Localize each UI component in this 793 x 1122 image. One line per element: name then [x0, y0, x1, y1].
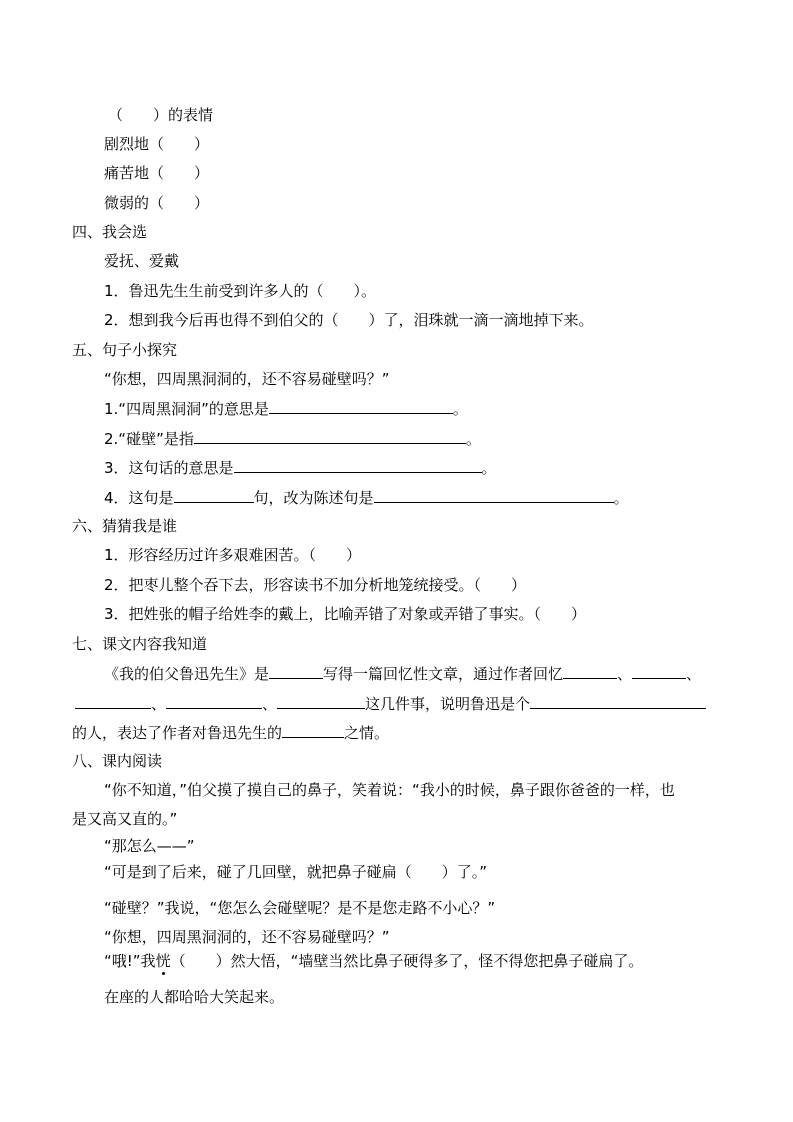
- fill-text: 之情。: [344, 724, 390, 742]
- question-text: 。: [465, 430, 481, 448]
- passage-text: “哦!”我: [104, 952, 156, 970]
- question-text: 4．这句是: [104, 489, 174, 507]
- phrase-line: （ ）的表情: [108, 106, 214, 124]
- answer-blank[interactable]: [632, 663, 686, 679]
- question-text: 3．这句话的意思是: [104, 459, 234, 477]
- question-text: 2.“碰壁”是指: [104, 430, 194, 448]
- question-line: [104, 487, 629, 508]
- passage-line: “你想，四周黑洞洞的，还不容易碰壁吗？”: [104, 928, 390, 946]
- passage-line: [104, 951, 643, 971]
- answer-blank[interactable]: [269, 398, 453, 414]
- section-heading: 六、猜猜我是谁: [72, 517, 178, 535]
- answer-blank[interactable]: [269, 663, 323, 679]
- passage-line: “那怎么——”: [104, 837, 195, 855]
- passage-text: （ ）然大悟，“墙壁当然比鼻子硬得多了，怪不得您把鼻子碰扁了。: [170, 952, 644, 970]
- answer-blank[interactable]: [374, 487, 614, 503]
- passage-line: “碰壁？”我说，“您怎么会碰壁呢？是不是您走路不小心？”: [104, 899, 496, 917]
- answer-blank[interactable]: [174, 487, 254, 503]
- question-text: 。: [613, 489, 629, 507]
- passage-line: “可是到了后来，碰了几回壁，就把鼻子碰扁（ ）了。”: [104, 863, 488, 881]
- answer-blank[interactable]: [194, 428, 466, 444]
- question-line: [104, 428, 481, 449]
- question-text: 句，改为陈述句是: [253, 489, 374, 507]
- answer-blank[interactable]: [282, 722, 344, 738]
- passage-line: 是又高又直的。”: [72, 810, 178, 828]
- fill-text: 这几件事，说明鲁迅是个: [365, 695, 531, 713]
- quote-line: “你想，四周黑洞洞的，还不容易碰壁吗？”: [104, 370, 390, 388]
- question-line: [104, 398, 468, 419]
- section-heading: 五、句子小探究: [72, 341, 178, 359]
- question-line: 2．把枣儿整个吞下去，形容读书不加分析地笼统接受。（ ）: [104, 576, 527, 594]
- passage-line: “你不知道，”伯父摸了摸自己的鼻子，笑着说：“我小的时候，鼻子跟你爸爸的一样，也: [104, 781, 675, 799]
- question-text: 。: [452, 400, 468, 418]
- word-options: 爱抚、爱戴: [104, 252, 180, 270]
- question-line: 1．鲁迅先生生前受到许多人的（ ）。: [104, 282, 377, 300]
- emphasis-char: 恍: [155, 952, 171, 970]
- question-text: 。: [481, 459, 497, 477]
- answer-blank[interactable]: [75, 693, 151, 709]
- question-line: 3．把姓张的帽子给姓李的戴上，比喻弄错了对象或弄错了事实。（ ）: [104, 605, 587, 623]
- question-line: 2．想到我今后再也得不到伯父的（ ）了，泪珠就一滴一滴地掉下来。: [104, 311, 594, 329]
- answer-blank[interactable]: [530, 693, 706, 709]
- fill-text: 《我的伯父鲁迅先生》是: [104, 665, 270, 683]
- fill-text: 的人，表达了作者对鲁迅先生的: [72, 724, 283, 742]
- answer-blank[interactable]: [563, 663, 617, 679]
- fill-line: [75, 693, 706, 714]
- passage-line: 在座的人都哈哈大笑起来。: [104, 988, 285, 1006]
- section-heading: 八、课内阅读: [72, 752, 163, 770]
- answer-blank[interactable]: [277, 693, 365, 709]
- answer-blank[interactable]: [234, 457, 482, 473]
- phrase-line: 痛苦地（ ）: [104, 164, 210, 182]
- separator: 、: [686, 665, 702, 683]
- phrase-line: 剧烈地（ ）: [104, 135, 210, 153]
- question-line: 1．形容经历过许多艰难困苦。（ ）: [104, 546, 362, 564]
- phrase-line: 微弱的（ ）: [104, 194, 210, 212]
- section-heading: 四、我会选: [72, 223, 148, 241]
- separator: 、: [151, 695, 167, 713]
- section-heading: 七、课文内容我知道: [72, 635, 208, 653]
- fill-line: [72, 722, 389, 743]
- separator: 、: [262, 695, 278, 713]
- fill-line: [104, 663, 701, 684]
- fill-text: 写得一篇回忆性文章，通过作者回忆: [323, 665, 564, 683]
- question-text: 1.“四周黑洞洞”的意思是: [104, 400, 269, 418]
- separator: 、: [617, 665, 633, 683]
- answer-blank[interactable]: [166, 693, 262, 709]
- question-line: [104, 457, 497, 478]
